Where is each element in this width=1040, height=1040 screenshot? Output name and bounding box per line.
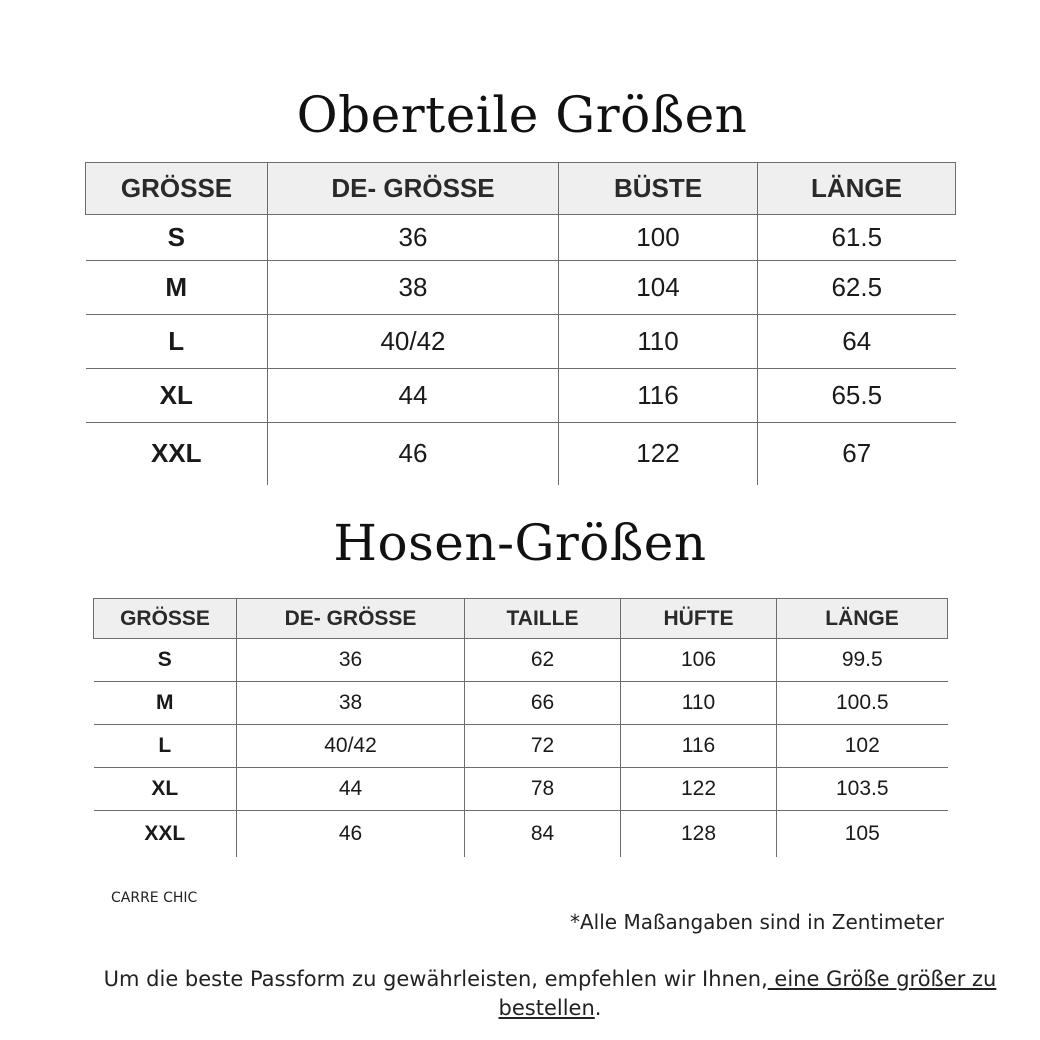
bust-cell: 104 bbox=[559, 261, 758, 315]
bust-cell: 122 bbox=[559, 423, 758, 485]
hip-cell: 128 bbox=[621, 811, 777, 857]
hip-cell: 116 bbox=[621, 725, 777, 768]
size-cell: XL bbox=[94, 768, 237, 811]
header-waist: TAILLE bbox=[465, 599, 621, 639]
length-cell: 64 bbox=[758, 315, 956, 369]
header-size: GRÖSSE bbox=[94, 599, 237, 639]
de-size-cell: 38 bbox=[268, 261, 559, 315]
hip-cell: 122 bbox=[621, 768, 777, 811]
de-size-cell: 36 bbox=[237, 639, 465, 682]
length-cell: 105 bbox=[777, 811, 948, 857]
size-cell: S bbox=[86, 215, 268, 261]
size-cell: L bbox=[86, 315, 268, 369]
bust-cell: 110 bbox=[559, 315, 758, 369]
table-row bbox=[94, 725, 948, 768]
fit-advice-emphasis: eine Größe größer zu bestellen bbox=[498, 967, 997, 1020]
bust-cell: 116 bbox=[559, 369, 758, 423]
table-row bbox=[86, 315, 956, 369]
table-header-row bbox=[86, 163, 956, 215]
header-bust: BÜSTE bbox=[559, 163, 758, 215]
pants-size-table bbox=[93, 598, 948, 857]
header-length: LÄNGE bbox=[758, 163, 956, 215]
de-size-cell: 44 bbox=[268, 369, 559, 423]
waist-cell: 84 bbox=[465, 811, 621, 857]
hip-cell: 106 bbox=[621, 639, 777, 682]
length-cell: 100.5 bbox=[777, 682, 948, 725]
header-hip: HÜFTE bbox=[621, 599, 777, 639]
de-size-cell: 44 bbox=[237, 768, 465, 811]
length-cell: 62.5 bbox=[758, 261, 956, 315]
tops-size-title: Oberteile Größen bbox=[296, 86, 748, 144]
hip-cell: 110 bbox=[621, 682, 777, 725]
table-row bbox=[86, 215, 956, 261]
header-length: LÄNGE bbox=[777, 599, 948, 639]
table-row bbox=[86, 423, 956, 485]
length-cell: 99.5 bbox=[777, 639, 948, 682]
table-row bbox=[86, 261, 956, 315]
de-size-cell: 46 bbox=[268, 423, 559, 485]
de-size-cell: 40/42 bbox=[237, 725, 465, 768]
bust-cell: 100 bbox=[559, 215, 758, 261]
fit-advice bbox=[100, 965, 1000, 1023]
waist-cell: 72 bbox=[465, 725, 621, 768]
length-cell: 67 bbox=[758, 423, 956, 485]
table-row bbox=[94, 639, 948, 682]
waist-cell: 66 bbox=[465, 682, 621, 725]
header-de-size: DE- GRÖSSE bbox=[237, 599, 465, 639]
header-size: GRÖSSE bbox=[86, 163, 268, 215]
size-cell: XXL bbox=[150, 438, 202, 469]
length-cell: 103.5 bbox=[777, 768, 948, 811]
length-cell: 65.5 bbox=[758, 369, 956, 423]
size-cell: M bbox=[94, 682, 237, 725]
waist-cell: 62 bbox=[465, 639, 621, 682]
pants-size-title: Hosen-Größen bbox=[333, 514, 707, 572]
fit-advice-text: Um die beste Passform zu gewährleisten, empfehlen wir Ihnen, bbox=[103, 967, 768, 991]
table-row bbox=[94, 682, 948, 725]
waist-cell: 78 bbox=[465, 768, 621, 811]
table-header-row bbox=[94, 599, 948, 639]
size-cell: XL bbox=[86, 369, 268, 423]
length-cell: 61.5 bbox=[758, 215, 956, 261]
size-cell: S bbox=[94, 639, 237, 682]
table-row bbox=[94, 811, 948, 857]
fit-advice-end: . bbox=[594, 996, 602, 1020]
de-size-cell: 36 bbox=[268, 215, 559, 261]
brand-label: CARRE CHIC bbox=[111, 890, 198, 906]
table-row bbox=[86, 369, 956, 423]
tops-size-table bbox=[85, 162, 956, 485]
length-cell: 102 bbox=[777, 725, 948, 768]
de-size-cell: 46 bbox=[237, 811, 465, 857]
table-row bbox=[94, 768, 948, 811]
size-cell: XXL bbox=[144, 821, 186, 845]
size-cell: L bbox=[94, 725, 237, 768]
de-size-cell: 38 bbox=[237, 682, 465, 725]
size-cell: M bbox=[86, 261, 268, 315]
header-de-size: DE- GRÖSSE bbox=[268, 163, 559, 215]
de-size-cell: 40/42 bbox=[268, 315, 559, 369]
measurement-note: *Alle Maßangaben sind in Zentimeter bbox=[569, 910, 944, 934]
